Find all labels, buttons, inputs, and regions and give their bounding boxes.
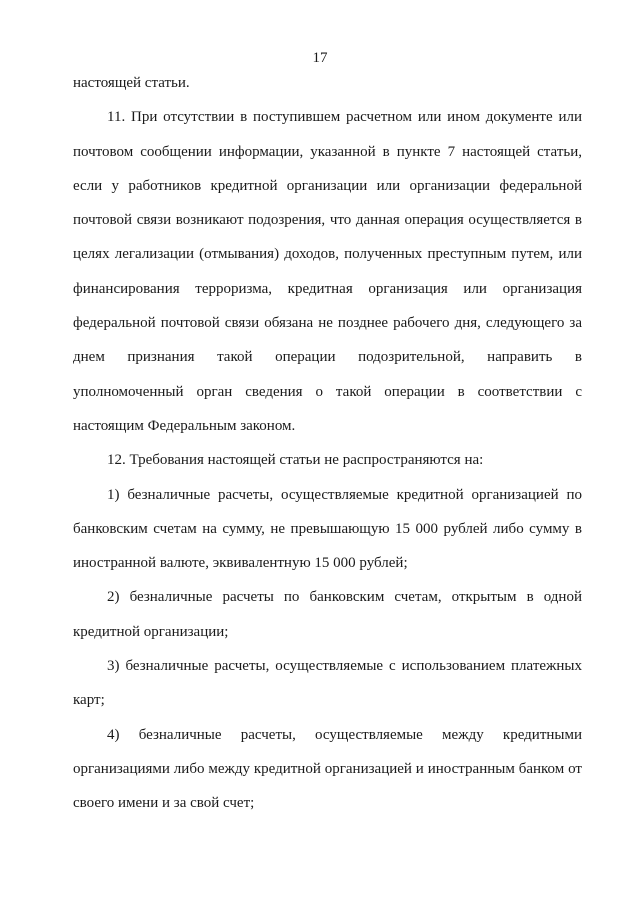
list-item-2: 2) безналичные расчеты по банковским счетам, открытым в одной кредитной организации; (73, 589, 582, 640)
document-body (73, 66, 582, 821)
page-number: 17 (312, 50, 328, 66)
paragraph-item-11: 11. При отсутствии в поступившем расчетном или ином документе или почтовом сообщении информации, указанной в пункте 7 настоящей статьи, если у работников кредитной организации или организации федеральной почтовой связи возникают подозрения, что данная операция осуществляется в целях легализации (отмывания) доходов, полученных преступным путем, или финансирования терроризма, кредитная организация или организация федеральной почтовой связи обязана не позднее рабочего дня, следующего за днем признания такой операции подозрительной, направить в уполномоченный орган сведения о такой операции в соответствии с настоящим Федеральным законом. (73, 109, 582, 434)
paragraph-item-12: 12. Требования настоящей статьи не распространяются на: (107, 452, 484, 469)
list-item-3: 3) безналичные расчеты, осуществляемые с использованием платежных карт; (73, 658, 582, 709)
list-item-1: 1) безналичные расчеты, осуществляемые кредитной организацией по банковским счетам на сумму, не превышающую 15 000 рублей либо сумму в иностранной валюте, эквивалентную 15 000 рублей; (73, 486, 582, 572)
list-item-4: 4) безналичные расчеты, осуществляемые между кредитными организациями либо между кредитной организацией и иностранным банком от своего имени и за свой счет; (73, 726, 582, 812)
paragraph-continuation: настоящей статьи. (73, 75, 190, 91)
